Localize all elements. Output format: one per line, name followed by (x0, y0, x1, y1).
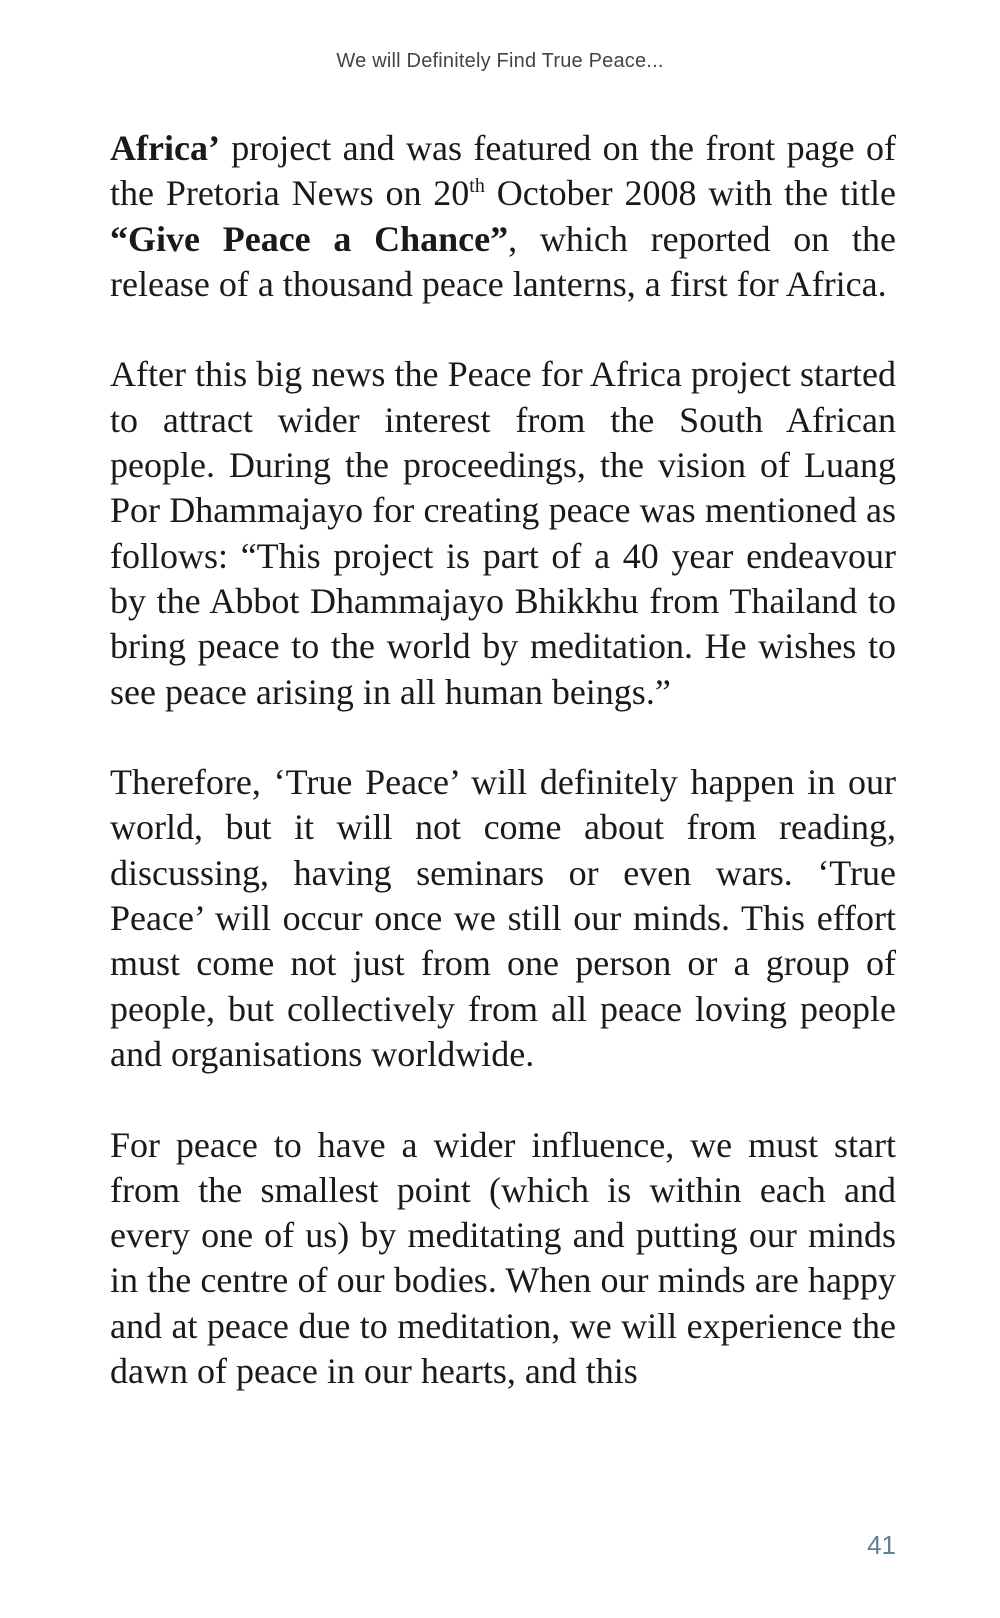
ordinal-superscript: th (469, 175, 485, 198)
paragraph-1-text-c: , which reported on the release of a thousand peace lanterns, a first for Africa. (110, 218, 896, 304)
paragraph-1-text-a: project and was featured on the front page of the Pretoria News on 20 (110, 128, 896, 214)
bold-article-title: “Give Peace a Chance” (110, 218, 509, 259)
body-text (110, 126, 896, 1394)
bold-word-africa: Africa’ (110, 128, 220, 168)
page-number: 41 (867, 1530, 896, 1560)
paragraph-3: Therefore, ‘True Peace’ will definitely happen in our world, but it will not come about from reading, discussing, having seminars or even wars. ‘True Peace’ will occur once we still our minds. This effort must come not just from one person or a group of people, but collectively from all peace loving people and organisations worldwide. (110, 762, 896, 1074)
paragraph-4: For peace to have a wider influence, we must start from the smallest point (which is within each and every one of us) by meditating and putting our minds in the centre of our bodies. When our minds are happy and at peace due to meditation, we will experience the dawn of peace in our hearts, and this (110, 1124, 896, 1392)
paragraph-1 (110, 126, 896, 307)
paragraph-2: After this big news the Peace for Africa project started to attract wider interest from the South African people. During the proceedings, the vision of Luang Por Dhammajayo for creating peace was mentioned as follows: “This project is part of a 40 year endeavour by the Abbot Dhammajayo Bhikkhu from Thailand to bring peace to the world by meditation. He wishes to see peace arising in all human beings.” (110, 354, 896, 712)
running-header: We will Definitely Find True Peace... (336, 50, 664, 72)
paragraph-1-text-b: October 2008 with the title (484, 173, 896, 214)
